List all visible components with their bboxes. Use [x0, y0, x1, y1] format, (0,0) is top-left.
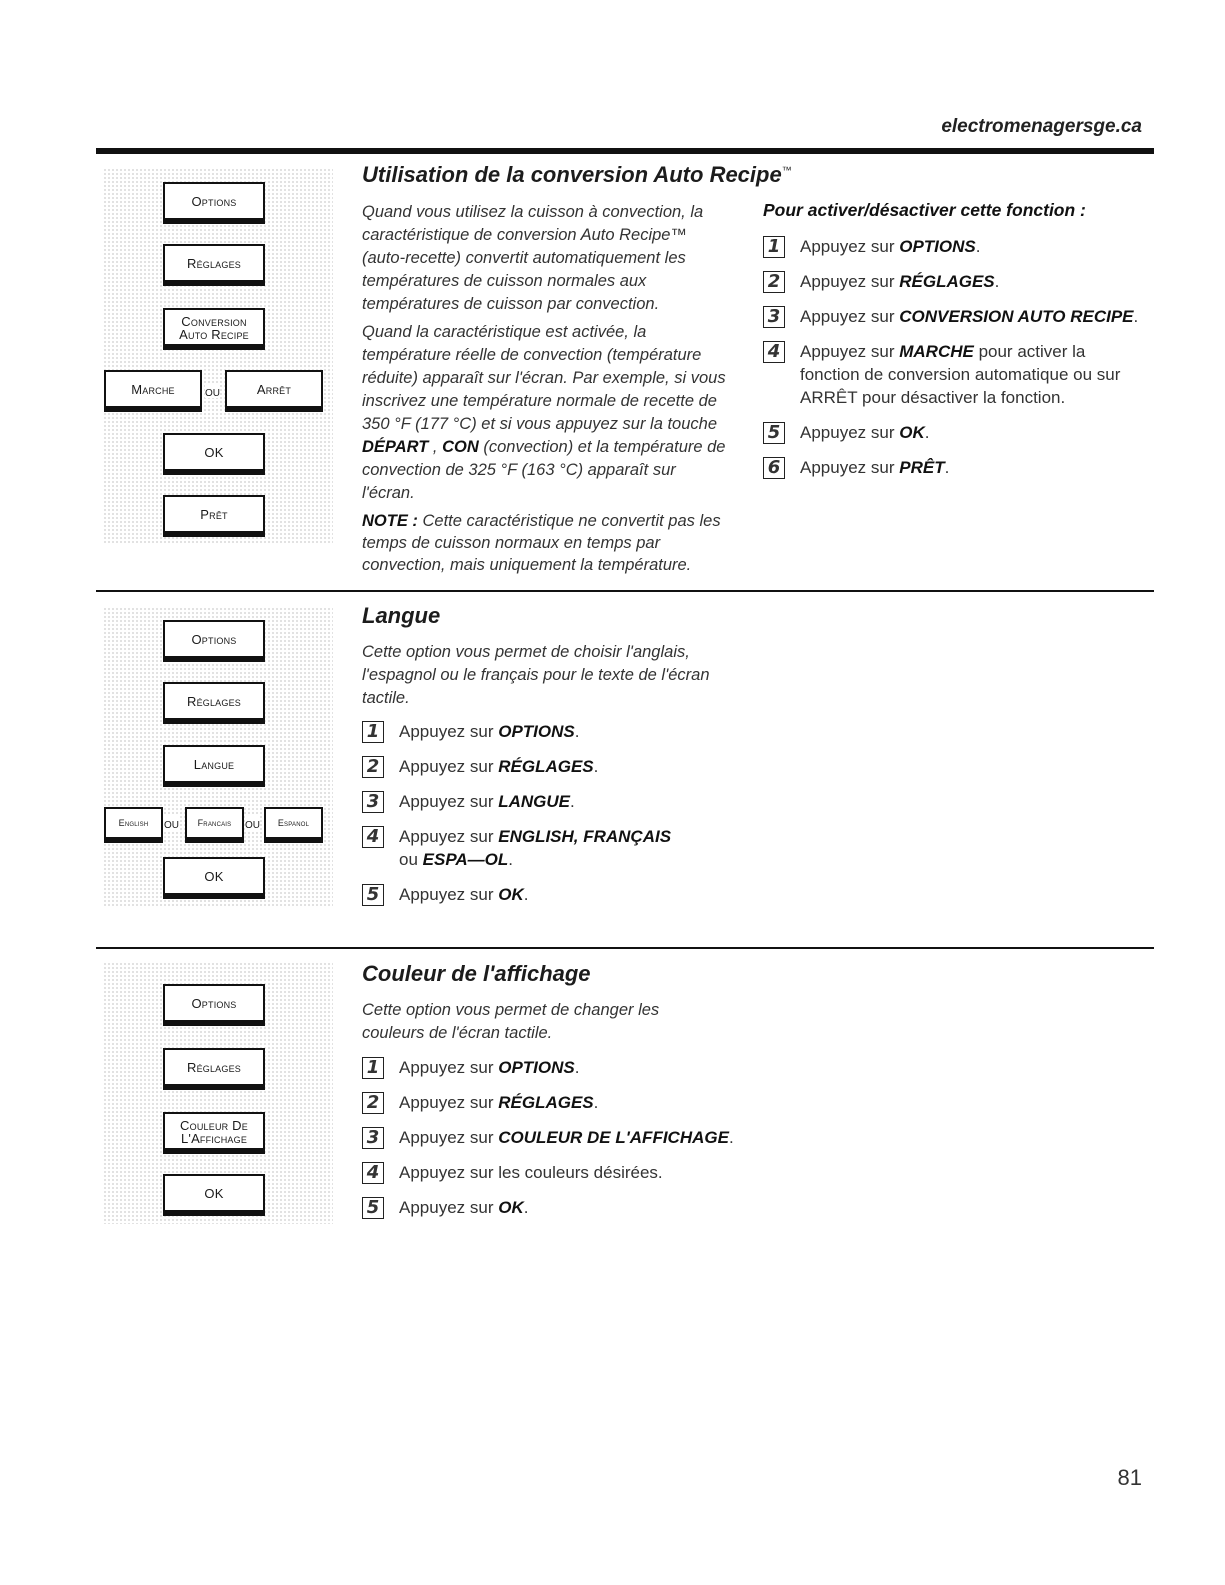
example-text-c: (convection) et la température de convection de 325 °F (163 °C) apparaît sur l'écran.: [362, 438, 726, 502]
step-key: PRÊT: [899, 458, 945, 477]
step-number: 5: [362, 884, 384, 906]
step-number: 4: [362, 1162, 384, 1184]
list-item: [362, 883, 742, 906]
list-item: [763, 235, 1148, 258]
list-item: [763, 421, 1148, 444]
step-number: 4: [362, 826, 384, 848]
step-text: Appuyez sur: [800, 237, 900, 256]
step-text: Appuyez sur: [399, 722, 499, 741]
reglages-button[interactable]: Réglages: [163, 244, 265, 286]
section-title-langue: Langue: [362, 603, 441, 628]
step-suffix: .: [728, 1128, 734, 1147]
step-number: 6: [763, 457, 785, 479]
section-title-couleur: Couleur de l'affichage: [362, 961, 591, 986]
section-title-conversion: [362, 162, 792, 188]
step-suffix: .: [944, 458, 950, 477]
arret-button[interactable]: Arrêt: [225, 370, 323, 412]
step-suffix: .: [994, 272, 1000, 291]
step-suffix: pour activer la fonction de conversion automatique ou sur ARRÊT pour désactiver la fonction.: [800, 342, 1121, 407]
couleur-steps: [362, 1056, 762, 1231]
note-label: NOTE :: [362, 512, 418, 530]
step-key: OK: [899, 423, 925, 442]
list-item: [362, 1056, 762, 1079]
step-text: ou: [399, 850, 423, 869]
options-button[interactable]: Options: [163, 620, 265, 662]
list-item: [362, 1126, 762, 1149]
activate-subheading: Pour activer/désactiver cette fonction :: [763, 200, 1086, 220]
langue-button[interactable]: Langue: [163, 745, 265, 787]
list-item: [362, 1196, 762, 1219]
marche-button[interactable]: Marche: [104, 370, 202, 412]
couleur-intro-paragraph: Cette option vous permet de changer les couleurs de l'écran tactile.: [362, 1001, 660, 1042]
example-text-a: Quand la caractéristique est activée, la température réelle de convection (température réduite) apparaît sur l'écran. Par exemple, si vous inscrivez une température normale de recette de 350 °F (177 °C) et si vous appuyez sur la touche: [362, 323, 726, 433]
step-text: Appuyez sur: [399, 827, 499, 846]
step-number: 1: [362, 1057, 384, 1079]
or-label: ou: [245, 815, 260, 831]
francais-button[interactable]: Francais: [185, 807, 244, 843]
step-number: 2: [362, 756, 384, 778]
step-key: OPTIONS: [498, 722, 575, 741]
list-item: [763, 305, 1148, 328]
step-text: Appuyez sur: [399, 792, 499, 811]
langue-steps: [362, 720, 742, 918]
site-url: electromenagersge.ca: [941, 116, 1142, 137]
list-item: [763, 270, 1148, 293]
conversion-example-paragraph: [362, 321, 727, 505]
step-suffix: .: [593, 757, 599, 776]
list-item: [362, 720, 742, 743]
step-suffix: .: [924, 423, 930, 442]
control-panel-couleur: [103, 962, 333, 1224]
list-item: [763, 456, 1148, 479]
step-number: 3: [763, 306, 785, 328]
or-label: ou: [164, 815, 179, 831]
options-button[interactable]: Options: [163, 984, 265, 1026]
step-number: 1: [362, 721, 384, 743]
step-text: Appuyez sur: [399, 885, 499, 904]
conversion-auto-recipe-button[interactable]: [163, 308, 265, 350]
step-text: Appuyez sur: [800, 342, 900, 361]
step-text: Appuyez sur: [800, 423, 900, 442]
options-button[interactable]: Options: [163, 182, 265, 224]
section-divider: [96, 947, 1154, 949]
list-item: [362, 825, 742, 871]
step-key: ESPA—OL: [422, 850, 509, 869]
step-number: 3: [362, 1127, 384, 1149]
trademark-symbol: ™: [781, 165, 792, 177]
step-text: Appuyez sur les couleurs désirées.: [399, 1163, 663, 1182]
step-suffix: .: [508, 850, 514, 869]
espanol-button[interactable]: Espanol: [264, 807, 323, 843]
ok-button[interactable]: OK: [163, 1174, 265, 1216]
conversion-note: [362, 510, 722, 576]
depart-key: DÉPART: [362, 438, 429, 456]
ok-button[interactable]: OK: [163, 857, 265, 899]
step-suffix: .: [574, 722, 580, 741]
list-item: [362, 755, 742, 778]
note-text: Cette caractéristique ne convertit pas les temps de cuisson normaux en temps par convection, mais uniquement la température.: [362, 512, 721, 574]
step-text: Appuyez sur: [800, 458, 900, 477]
step-key: RÉGLAGES: [498, 757, 594, 776]
step-text: Appuyez sur: [399, 757, 499, 776]
step-key: MARCHE: [899, 342, 974, 361]
list-item: [362, 1091, 762, 1114]
couleur-affichage-button[interactable]: [163, 1112, 265, 1154]
step-key: CONVERSION AUTO RECIPE: [899, 307, 1134, 326]
control-panel-langue: [103, 607, 333, 907]
step-key: OPTIONS: [498, 1058, 575, 1077]
step-key: LANGUE: [498, 792, 571, 811]
section-divider: [96, 590, 1154, 592]
pret-button[interactable]: Prêt: [163, 495, 265, 537]
couleur-label-line2: L'Affichage: [180, 1130, 248, 1146]
step-number: 5: [763, 422, 785, 444]
english-button[interactable]: English: [104, 807, 163, 843]
step-number: 2: [763, 271, 785, 293]
step-number: 2: [362, 1092, 384, 1114]
step-key: OK: [498, 1198, 524, 1217]
step-key: COULEUR DE L'AFFICHAGE: [498, 1128, 729, 1147]
step-suffix: .: [593, 1093, 599, 1112]
conversion-label-line2: Auto Recipe: [179, 326, 249, 342]
list-item: [362, 790, 742, 813]
control-panel-conversion: [103, 168, 333, 543]
step-text: Appuyez sur: [399, 1093, 499, 1112]
example-text-b: ,: [428, 438, 443, 456]
couleur-label-line1: Couleur De: [180, 1117, 248, 1133]
step-key: OPTIONS: [899, 237, 976, 256]
step-key: ENGLISH, FRANÇAIS: [498, 827, 672, 846]
step-suffix: .: [975, 237, 981, 256]
step-number: 4: [763, 341, 785, 363]
step-text: Appuyez sur: [399, 1128, 499, 1147]
step-suffix: .: [1133, 307, 1139, 326]
step-number: 5: [362, 1197, 384, 1219]
con-key: CON: [442, 438, 479, 456]
step-number: 1: [763, 236, 785, 258]
conversion-intro-paragraph: Quand vous utilisez la cuisson à convection, la caractéristique de conversion Auto Recipe™ (auto-recette) convertit automatiquement les températures de cuisson normales aux températures de cuisson par convection.: [362, 203, 704, 313]
step-text: Appuyez sur: [399, 1058, 499, 1077]
header-rule: [96, 148, 1154, 154]
step-text: Appuyez sur: [800, 272, 900, 291]
step-key: RÉGLAGES: [498, 1093, 594, 1112]
step-suffix: .: [523, 885, 529, 904]
step-suffix: .: [570, 792, 575, 811]
step-suffix: .: [523, 1198, 529, 1217]
ok-button[interactable]: OK: [163, 433, 265, 475]
step-text: Appuyez sur: [800, 307, 900, 326]
conversion-steps: [763, 235, 1148, 491]
list-item: [763, 340, 1148, 409]
page-number: 81: [1117, 1465, 1142, 1490]
step-text: Appuyez sur: [399, 1198, 499, 1217]
reglages-button[interactable]: Réglages: [163, 682, 265, 724]
step-number: 3: [362, 791, 384, 813]
step-suffix: .: [574, 1058, 580, 1077]
list-item: [362, 1161, 762, 1184]
reglages-button[interactable]: Réglages: [163, 1048, 265, 1090]
step-key: RÉGLAGES: [899, 272, 995, 291]
step-key: OK: [498, 885, 524, 904]
section-title-text: Utilisation de la conversion Auto Recipe: [362, 162, 782, 187]
langue-intro-paragraph: Cette option vous permet de choisir l'anglais, l'espagnol ou le français pour le texte de l'écran tactile.: [362, 643, 710, 707]
or-label: ou: [205, 383, 220, 399]
conversion-label-line1: Conversion: [181, 313, 247, 329]
